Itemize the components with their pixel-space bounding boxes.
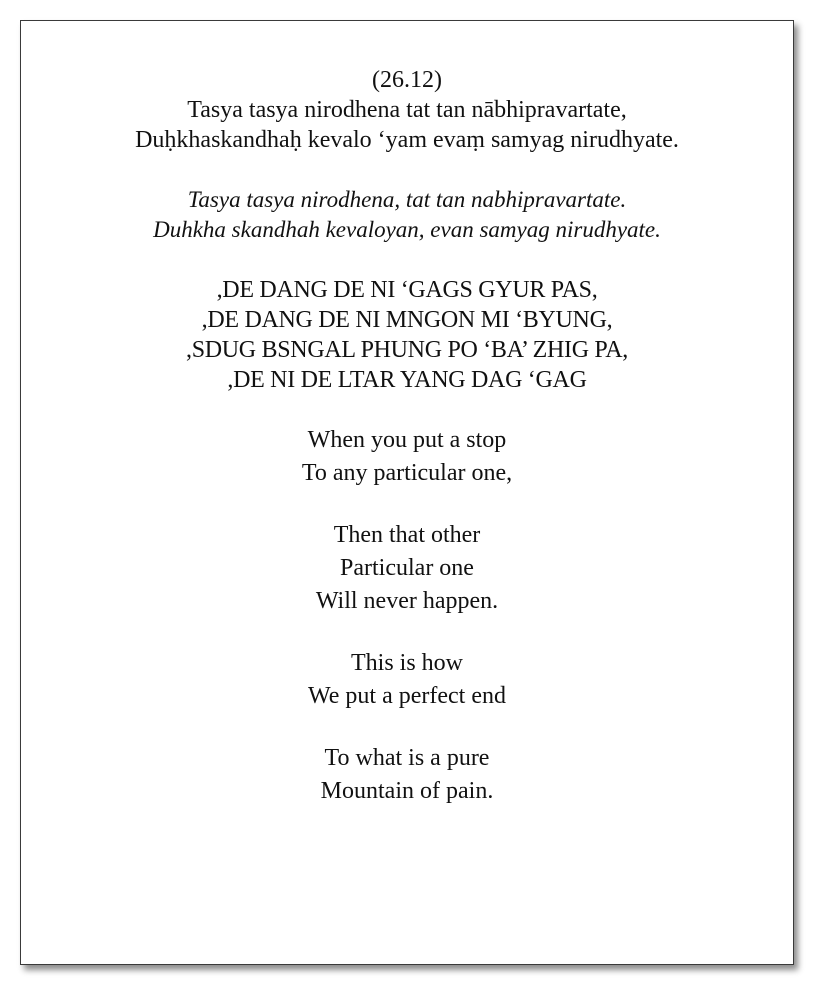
english-stanza-1 [21, 424, 793, 490]
english-line: Particular one [340, 555, 474, 581]
verse-card [20, 20, 794, 965]
english-line: This is how [350, 650, 463, 676]
verse-number-block [21, 65, 793, 95]
sanskrit-diacritic-stanza [21, 95, 793, 155]
english-line: To any particular one, [301, 460, 513, 486]
tibetan-line: ,DE DANG DE NI MNGON MI ‘BYUNG, [201, 307, 613, 333]
tibetan-stanza [21, 275, 793, 395]
sanskrit-diacritic-line: Tasya tasya nirodhena tat tan nābhipravartate, [187, 97, 627, 123]
tibetan-line: ,DE DANG DE NI ‘GAGS GYUR PAS, [216, 277, 598, 303]
english-stanza-3 [21, 647, 793, 713]
english-stanza-4 [21, 742, 793, 808]
english-line: To what is a pure [324, 745, 490, 771]
sanskrit-italic-line: Duhkha skandhah kevaloyan, evan samyag nirudhyate. [153, 217, 661, 242]
english-line: Mountain of pain. [320, 778, 494, 804]
tibetan-line: ,SDUG BSNGAL PHUNG PO ‘BA’ ZHIG PA, [186, 337, 628, 363]
english-stanza-2 [21, 519, 793, 618]
verse-number: (26.12) [372, 67, 442, 93]
sanskrit-diacritic-line: Duḥkhaskandhaḥ kevalo ‘yam evaṃ samyag nirudhyate. [135, 127, 679, 153]
english-line: Then that other [333, 522, 481, 548]
english-line: Will never happen. [315, 588, 499, 614]
tibetan-line: ,DE NI DE LTAR YANG DAG ‘GAG [227, 367, 587, 393]
english-line: We put a perfect end [308, 683, 506, 709]
sanskrit-italic-stanza [21, 185, 793, 245]
english-line: When you put a stop [307, 427, 507, 453]
sanskrit-italic-line: Tasya tasya nirodhena, tat tan nabhipravartate. [187, 187, 627, 212]
verse-content [21, 65, 793, 808]
